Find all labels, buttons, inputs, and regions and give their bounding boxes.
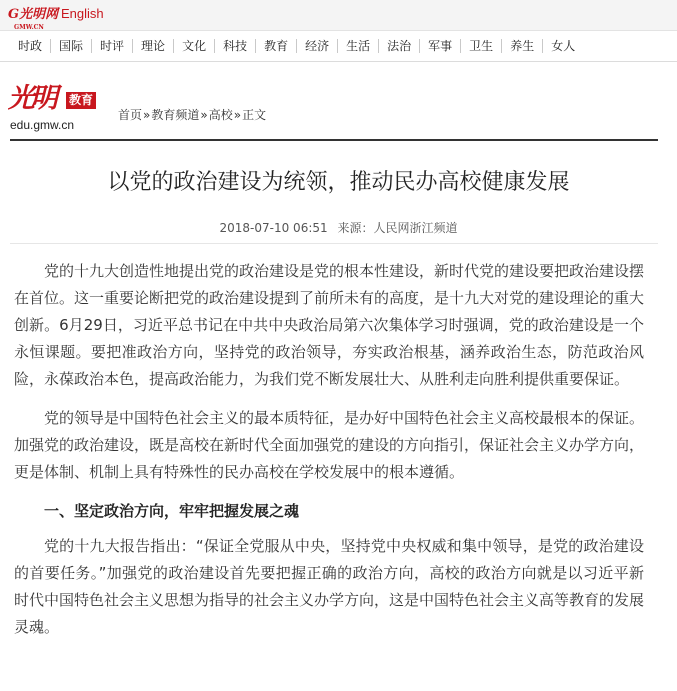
english-link[interactable]: English: [61, 6, 104, 21]
breadcrumb-link[interactable]: 教育频道: [151, 108, 200, 122]
edu-channel-logo[interactable]: [8, 84, 110, 134]
nav-item[interactable]: 法治: [379, 39, 420, 53]
article-meta: [0, 219, 677, 236]
article-source[interactable]: 来源：人民网浙江频道: [337, 221, 458, 235]
nav-item[interactable]: 养生: [502, 39, 543, 53]
article-title: 以党的政治建设为统领，推动民办高校健康发展: [107, 170, 570, 195]
edu-badge: 教育: [66, 92, 96, 109]
channel-header: [0, 62, 677, 140]
nav-item[interactable]: 时评: [92, 39, 133, 53]
nav-item[interactable]: 科技: [215, 39, 256, 53]
breadcrumb: [118, 106, 266, 123]
nav-item[interactable]: 时政: [0, 39, 51, 53]
nav-item[interactable]: 生活: [338, 39, 379, 53]
gmw-logo-text: G光明网: [8, 7, 59, 22]
breadcrumb-separator: »: [200, 108, 208, 122]
nav-item[interactable]: 国际: [51, 39, 92, 53]
article-paragraph: 党的十九大创造性地提出党的政治建设是党的根本性建设，新时代党的建设要把政治建设摆在首位。这一重要论断把党的政治建设提到了前所未有的高度，是十九大对党的建设理论的重大创新。6月29日，习近平总书记在中共中央政治局第六次集体学习时强调，党的政治建设是一个永恒课题。要把准政治方向，坚持党的政治领导，夯实政治根基，涵养政治生态，防范政治风险，永葆政治本色，提高政治能力，为我们党不断发展壮大、从胜利走向胜利提供重要保证。: [14, 262, 645, 388]
breadcrumb-separator: »: [143, 108, 151, 122]
breadcrumb-link[interactable]: 高校: [208, 108, 233, 122]
header-divider: [10, 139, 658, 141]
guangming-calligraphy-logo: 光明: [8, 83, 54, 114]
nav-item[interactable]: 经济: [297, 39, 338, 53]
nav-item[interactable]: 军事: [420, 39, 461, 53]
main-nav: [0, 31, 677, 62]
meta-divider: [10, 243, 658, 244]
nav-item[interactable]: 女人: [551, 39, 576, 53]
breadcrumb-link: 正文: [242, 108, 267, 122]
top-bar: [0, 0, 677, 31]
breadcrumb-link[interactable]: 首页: [118, 108, 143, 122]
article-body: [14, 258, 644, 653]
gmw-logo[interactable]: [8, 5, 59, 31]
logo-domain: edu.gmw.cn: [10, 118, 75, 132]
gmw-logo-subtext: GMW.CN: [14, 24, 44, 31]
article-date: 2018-07-10 06:51: [219, 221, 328, 235]
nav-item[interactable]: 理论: [133, 39, 174, 53]
section-heading: 一、坚定政治方向，牢牢把握发展之魂: [44, 502, 300, 520]
nav-item[interactable]: 教育: [256, 39, 297, 53]
breadcrumb-separator: »: [233, 108, 242, 122]
nav-item[interactable]: 卫生: [461, 39, 502, 53]
article-paragraph: 党的领导是中国特色社会主义的最本质特征，是办好中国特色社会主义高校最根本的保证。加强党的政治建设，既是高校在新时代全面加强党的建设的方向指引，保证社会主义办学方向，更是体制、机制上具有特殊性的民办高校在学校发展中的根本遵循。: [14, 409, 645, 481]
nav-item[interactable]: 文化: [174, 39, 215, 53]
article-paragraph: 党的十九大报告指出：“保证全党服从中央，坚持党中央权威和集中领导，是党的政治建设的首要任务。”加强党的政治建设首先要把握正确的政治方向，高校的政治方向就是以习近平新时代中国特色社会主义思想为指导的社会主义办学方向，这是中国特色社会主义高等教育的发展灵魂。: [14, 537, 645, 636]
